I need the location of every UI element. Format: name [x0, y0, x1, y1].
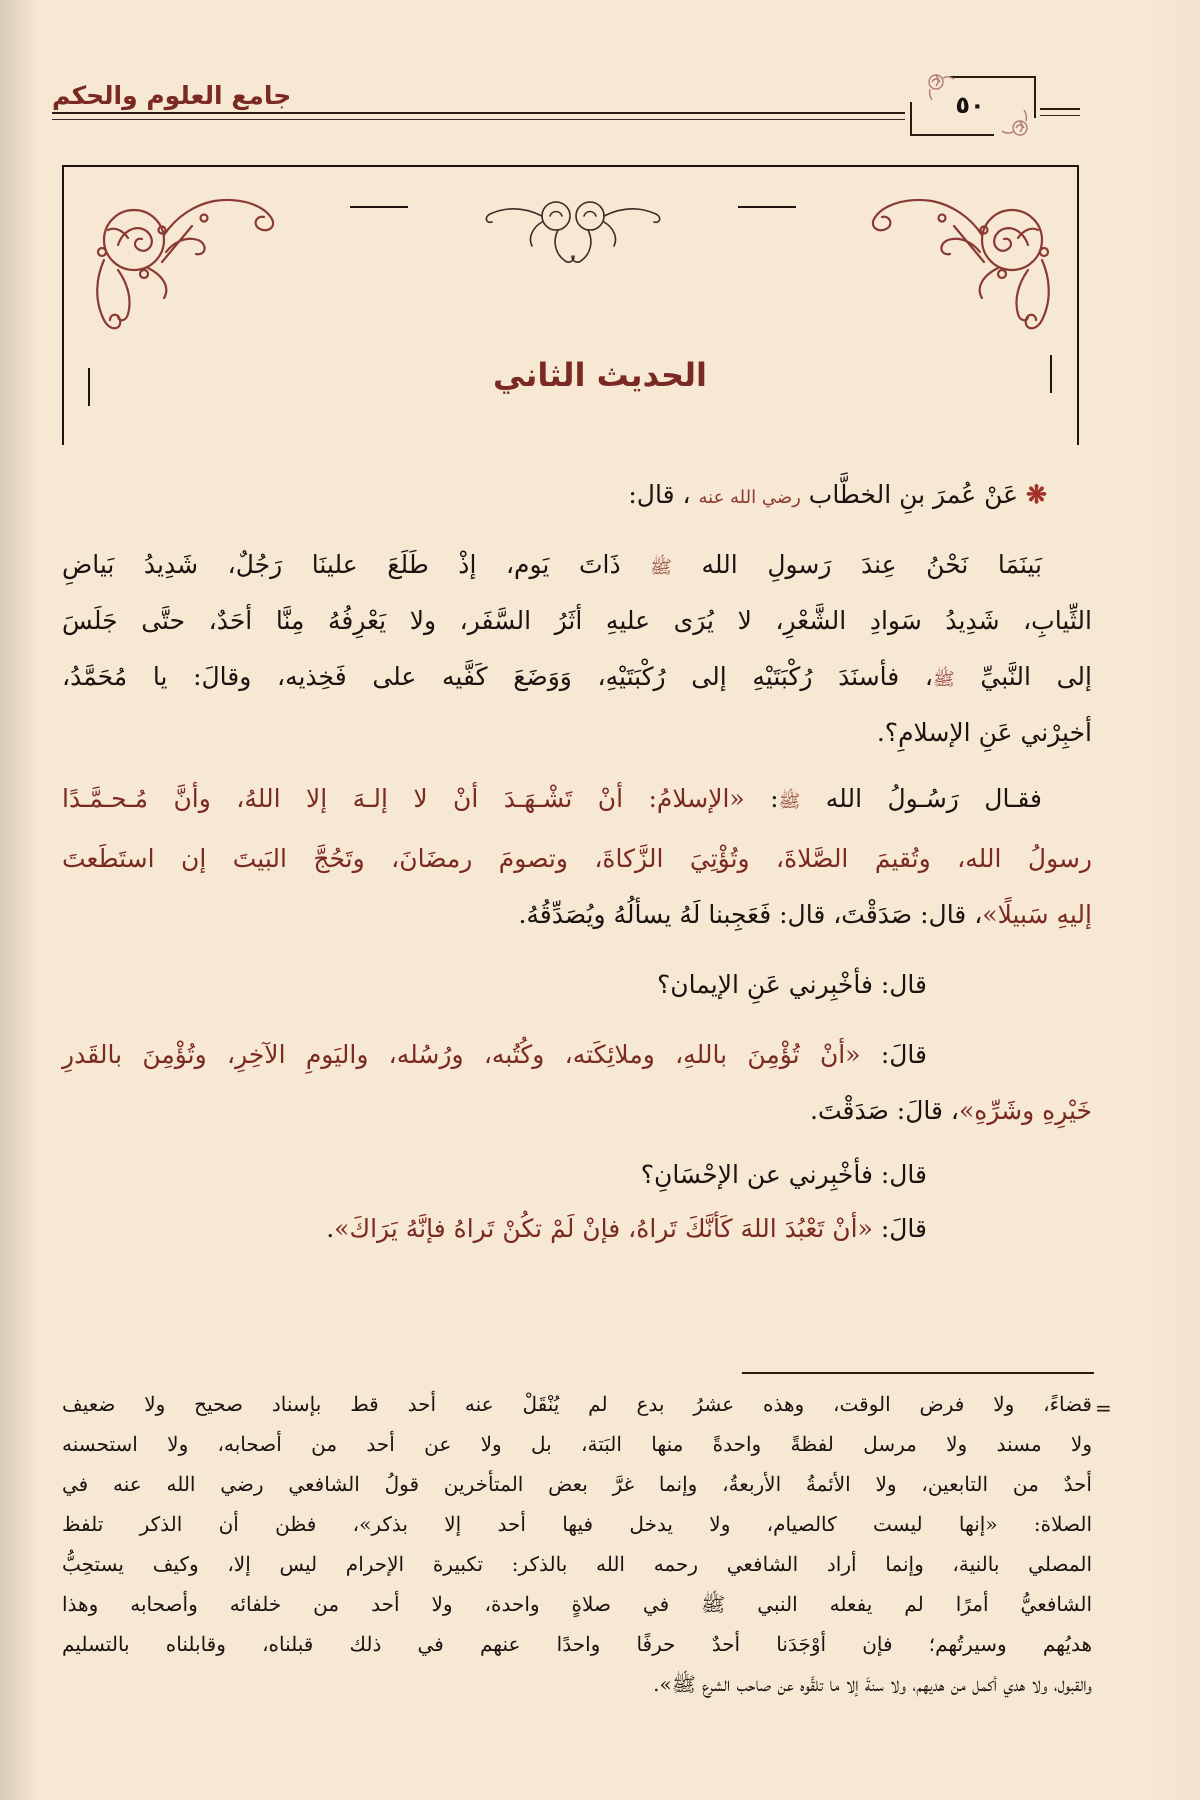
- hadith-line: [62, 1038, 1092, 1078]
- hadith-text: قال: فأخْبِرني عن الإحْسَانِ؟: [640, 1160, 927, 1189]
- hadith-line: [62, 1212, 1092, 1252]
- hadith-text: ، قال: صَدَقْتَ، قال:: [771, 900, 983, 929]
- hadith-text: .: [326, 1214, 335, 1243]
- hadith-line: [62, 604, 1092, 644]
- hadith-text: فقـال رَسُـولُ الله: [800, 784, 1042, 813]
- footnote-line: ولا مسند ولا مرسل لفظةً واحدةً منها البَتة، بل ولا عن أحد من أصحابه، ولا استحسنه: [62, 1432, 1092, 1456]
- prophet-quote-text: «الإسلامُ: أنْ تَشْـهَـدَ أنْ لا إلـهَ إلا اللهُ، وأنَّ مُـحـمَّـدًا: [62, 784, 745, 813]
- hadith-line: [62, 1094, 1092, 1134]
- header-rule: [1040, 115, 1080, 116]
- page-number-box: [910, 76, 1034, 134]
- hadith-text: ، قالَ: صَدَقْتَ.: [810, 1096, 959, 1125]
- hadith-line: [62, 548, 1092, 588]
- hadith-text: قالَ:: [872, 1214, 927, 1243]
- hadith-text: قال: فأخْبِرني عَنِ الإيمان؟: [657, 970, 927, 999]
- honorific-radiallahu-icon: رضي الله عنه: [698, 487, 801, 508]
- prophet-quote-text: «أنْ تُؤْمِنَ باللهِ، وملائِكَته، وكُتُبه، ورُسُله، واليَومِ الآخِرِ، وتُؤْمِنَ بالقَدرِ: [62, 1040, 861, 1069]
- footnote-continuation-mark: =: [1095, 1396, 1112, 1420]
- corner-flourish-right-icon: [808, 190, 1068, 360]
- hadith-text: إلى النَّبيِّ: [954, 662, 1092, 691]
- prophet-quote-text: رسولُ الله، وتُقيمَ الصَّلاةَ، وتُؤْتِيَ الزَّكاةَ، وتصومَ رمضَانَ، وتَحُجَّ البَيتَ إن استَطَعتَ: [62, 844, 1092, 873]
- hadith-text: فَعَجِبنا لَهُ يسألُهُ ويُصَدِّقُهُ.: [518, 900, 772, 929]
- footnote-line: هديُهم وسيرتُهم؛ فإن أوْجَدَنا أحدٌ حرفًا واحدًا عنهم في ذلك قبلناه، وقابلناه بالتسليم: [62, 1632, 1092, 1656]
- honorific-salawat-icon: ﷺ: [650, 557, 672, 578]
- asterisk-icon: ❋: [1026, 480, 1047, 509]
- running-header-title: جامع العلوم والحكم: [52, 81, 292, 110]
- hadith-line: [62, 716, 1092, 756]
- hadith-heading: الحديث الثاني: [492, 356, 707, 394]
- hadith-body: [62, 548, 1092, 1328]
- hadith-line: [62, 660, 1092, 700]
- footnote-line: والقبول، ولا هدي أكمل من هديهم، ولا سنةَ إلا ما تلقَّوه عن صاحب الشرع ﷺ».: [653, 1672, 1092, 1696]
- header-rule: [52, 119, 905, 120]
- page-edge-shade: [1140, 0, 1200, 1800]
- hadith-line: [62, 1158, 1092, 1198]
- rose-ornament-icon: [998, 106, 1032, 140]
- hadith-line: [62, 968, 1092, 1008]
- prophet-quote-text: إليهِ سَبيلًا»: [982, 900, 1092, 929]
- footnote-line: المصلي بالنية، وإنما أراد الشافعي رحمه الله بالذكر: تكبيرة الإحرام ليس إلا، وكيف يستحِبُّ: [62, 1552, 1093, 1576]
- footnote-line: أحدٌ من التابعين، ولا الأئمةُ الأربعةُ، وإنما غرَّ بعض المتأخرين قولُ الشافعي رضي الله عنه في: [62, 1472, 1092, 1496]
- prophet-quote-text: خَيْرِهِ وشَرِّهِ»: [958, 1096, 1092, 1125]
- hadith-line: [62, 898, 1092, 938]
- hadith-text: بَينَمَا نَحْنُ عِندَ رَسولِ الله: [671, 550, 1042, 579]
- frame-dash: [738, 206, 796, 208]
- hadith-text: ، فأسنَدَ رُكْبَتَيْهِ إلى رُكْبَتَيْهِ، وَوَضَعَ كَفَّيه على فَخِذيه، وقالَ: يا مُحَمَّدُ،: [62, 662, 933, 691]
- footnote-line: الشافعيُّ أمرًا لم يفعله النبي ﷺ في صلاةٍ واحدة، ولا أحد من خلفائه وأصحابه وهذا: [62, 1592, 1092, 1616]
- narrator-suffix: ، قال:: [628, 480, 691, 509]
- hadith-line: [62, 842, 1092, 882]
- corner-flourish-left-icon: [78, 190, 338, 360]
- page-binding-shadow: [0, 0, 40, 1800]
- narrator-name: عَنْ عُمرَ بنِ الخطَّاب: [808, 480, 1019, 509]
- hadith-text: الثِّيابِ، شَدِيدُ سَوادِ الشَّعْرِ، لا يُرَى عليهِ أثَرُ السَّفَر، ولا يَعْرِفُهُ مِنَّا أحَدٌ، حتَّى جَلَسَ: [62, 606, 1092, 635]
- center-flourish-icon: [478, 192, 668, 272]
- footnote-line: قضاءً، ولا فرض الوقت، وهذه عشرُ بدع لم يُنْقَلْ عنه أحد قط بإسناد صحيح ولا ضعيف: [62, 1392, 1092, 1416]
- frame-tick: [1050, 355, 1052, 393]
- footnote-separator: [742, 1372, 1094, 1374]
- prophet-quote-text: «أنْ تَعْبُدَ اللهَ كَأنَّكَ تَراهُ، فإنْ لَمْ تكُنْ تَراهُ فإنَّهُ يَرَاكَ»: [334, 1214, 873, 1243]
- hadith-text: أخبِرْني عَنِ الإسلامِ؟.: [876, 718, 1092, 747]
- honorific-salawat-icon: ﷺ: [933, 669, 955, 690]
- frame-tick: [88, 368, 90, 406]
- header-rule: [52, 112, 905, 114]
- rose-ornament-icon: [924, 70, 958, 104]
- page-number: ٥٠: [955, 91, 985, 119]
- footnote-line: الصلاة: «إنها ليست كالصيام، ولا يدخل فيها أحد إلا بذكر»، فظن أن الذكر تلفظ: [62, 1512, 1092, 1536]
- hadith-text: :: [744, 784, 779, 813]
- hadith-text: ذَاتَ يَوم، إذْ طَلَعَ علينَا رَجُلٌ، شَدِيدُ بَياضِ: [62, 550, 651, 579]
- frame-dash: [350, 206, 408, 208]
- honorific-salawat-icon: ﷺ: [778, 791, 801, 812]
- header-rule: [1040, 108, 1080, 110]
- footnote-body: [62, 1392, 1092, 1752]
- hadith-line: [62, 782, 1092, 822]
- narrator-line: [62, 478, 1092, 522]
- hadith-text: قالَ:: [860, 1040, 927, 1069]
